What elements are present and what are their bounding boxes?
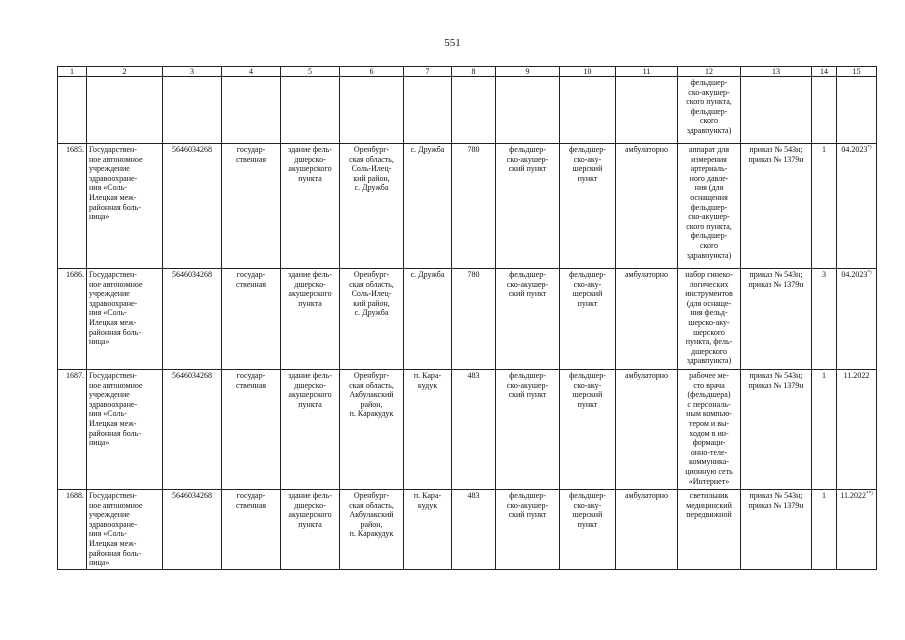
institution-name-cell: Государствен- ное автономное учреждение здравоохране- ния «Соль- Илецкая меж- районная боль- ница» [87,370,163,490]
locality-cell: с. Дружба [404,269,452,370]
care-conditions-cell: амбулаторно [616,144,678,269]
data-table [57,66,877,570]
unit-kind-cell: фельдшер- ско-аку- шерский пункт [560,144,616,269]
quantity-cell: 3 [812,269,837,370]
tin-cell: 5646034268 [163,144,222,269]
equipment-cell: светильник медицинский передвижной [678,490,741,570]
column-number-header: 4 [222,67,281,77]
column-number-header: 15 [837,67,877,77]
column-number-header: 10 [560,67,616,77]
basis-cell: приказ № 543н; приказ № 1379н [741,144,812,269]
equipment-cell: рабочее ме- сто врача (фельдшера) с персональ- ным компью- тером и вы- ходом в ин- формаци- онно-теле- коммуника- ционную сеть «Интернет» [678,370,741,490]
institution-name-cell: Государствен- ное автономное учреждение здравоохране- ния «Соль- Илецкая меж- районная боль- ница» [87,269,163,370]
code-cell: 483 [452,490,496,570]
quantity-cell: 1 [812,490,837,570]
column-number-header: 7 [404,67,452,77]
column-number-header: 12 [678,67,741,77]
code-cell: 483 [452,370,496,490]
unit-type-cell: фельдшер- ско-акушер- ский пункт [496,269,560,370]
code-cell: 780 [452,144,496,269]
column-number-header: 11 [616,67,678,77]
column-number-header: 3 [163,67,222,77]
ownership-cell: государ- ственная [222,370,281,490]
table-row [58,370,877,490]
row-number-cell: 1687. [58,370,87,490]
continuation-row [58,77,877,144]
row-number-cell: 1688. [58,490,87,570]
column-number-header: 5 [281,67,340,77]
building-cell: здание фель- дшерско- акушерского пункта [281,490,340,570]
care-conditions-cell: амбулаторно [616,370,678,490]
locality-cell: п. Кара- кудук [404,490,452,570]
quantity-cell: 1 [812,144,837,269]
basis-cell: приказ № 543н; приказ № 1379н [741,490,812,570]
quantity-cell: 1 [812,370,837,490]
ownership-cell: государ- ственная [222,490,281,570]
unit-kind-cell: фельдшер- ско-аку- шерский пункт [560,490,616,570]
address-cell: Оренбург- ская область, Соль-Илец- кий район, с. Дружба [340,269,404,370]
ownership-cell: государ- ственная [222,269,281,370]
equipment-cell: аппарат для измерения артериаль- ного давле- ния (для оснащения фельдшер- ско-акушер- ского пункта, фельдшер- ского здравпункта) [678,144,741,269]
unit-type-cell: фельдшер- ско-акушер- ский пункт [496,490,560,570]
address-cell: Оренбург- ская область, Соль-Илец- кий район, с. Дружба [340,144,404,269]
locality-cell: п. Кара- кудук [404,370,452,490]
date-cell: 04.2023*) [837,144,877,269]
footnote-mark: *) [867,270,872,276]
equipment-cell: набор гинеко- логических инструментов (для оснаще- ния фельд- шерско-аку- шерского пункта, фель- дшерского здравпункта) [678,269,741,370]
care-conditions-cell: амбулаторно [616,269,678,370]
building-cell: здание фель- дшерско- акушерского пункта [281,144,340,269]
row-number-cell: 1686. [58,269,87,370]
column-number-header: 1 [58,67,87,77]
unit-type-cell: фельдшер- ско-акушер- ский пункт [496,144,560,269]
unit-kind-cell: фельдшер- ско-аку- шерский пункт [560,370,616,490]
column-number-header: 14 [812,67,837,77]
building-cell: здание фель- дшерско- акушерского пункта [281,370,340,490]
institution-name-cell: Государствен- ное автономное учреждение здравоохране- ния «Соль- Илецкая меж- районная боль- ница» [87,144,163,269]
institution-name-cell: Государствен- ное автономное учреждение здравоохране- ния «Соль- Илецкая меж- районная боль- ница» [87,490,163,570]
address-cell: Оренбург- ская область, Акбулакский район, п. Каракудук [340,370,404,490]
unit-kind-cell: фельдшер- ско-аку- шерский пункт [560,269,616,370]
tin-cell: 5646034268 [163,490,222,570]
row-number-cell: 1685. [58,144,87,269]
tin-cell: 5646034268 [163,269,222,370]
care-conditions-cell: амбулаторно [616,490,678,570]
date-cell: 11.2022**) [837,490,877,570]
column-number-header: 8 [452,67,496,77]
table-row [58,144,877,269]
column-number-header: 6 [340,67,404,77]
column-number-header: 9 [496,67,560,77]
ownership-cell: государ- ственная [222,144,281,269]
date-cell: 11.2022 [837,370,877,490]
code-cell: 780 [452,269,496,370]
continuation-equipment-cell: фельдшер- ско-акушер- ского пункта, фельдшер- ского здравпункта) [678,77,741,144]
table-row [58,490,877,570]
page-number: 551 [444,37,461,49]
column-number-header: 13 [741,67,812,77]
basis-cell: приказ № 543н; приказ № 1379н [741,370,812,490]
footnote-mark: **) [866,491,873,497]
date-cell: 04.2023*) [837,269,877,370]
address-cell: Оренбург- ская область, Акбулакский район, п. Каракудук [340,490,404,570]
locality-cell: с. Дружба [404,144,452,269]
unit-type-cell: фельдшер- ско-акушер- ский пункт [496,370,560,490]
table-row [58,269,877,370]
footnote-mark: *) [867,145,872,151]
basis-cell: приказ № 543н; приказ № 1379н [741,269,812,370]
column-number-row [58,67,877,77]
tin-cell: 5646034268 [163,370,222,490]
building-cell: здание фель- дшерско- акушерского пункта [281,269,340,370]
column-number-header: 2 [87,67,163,77]
